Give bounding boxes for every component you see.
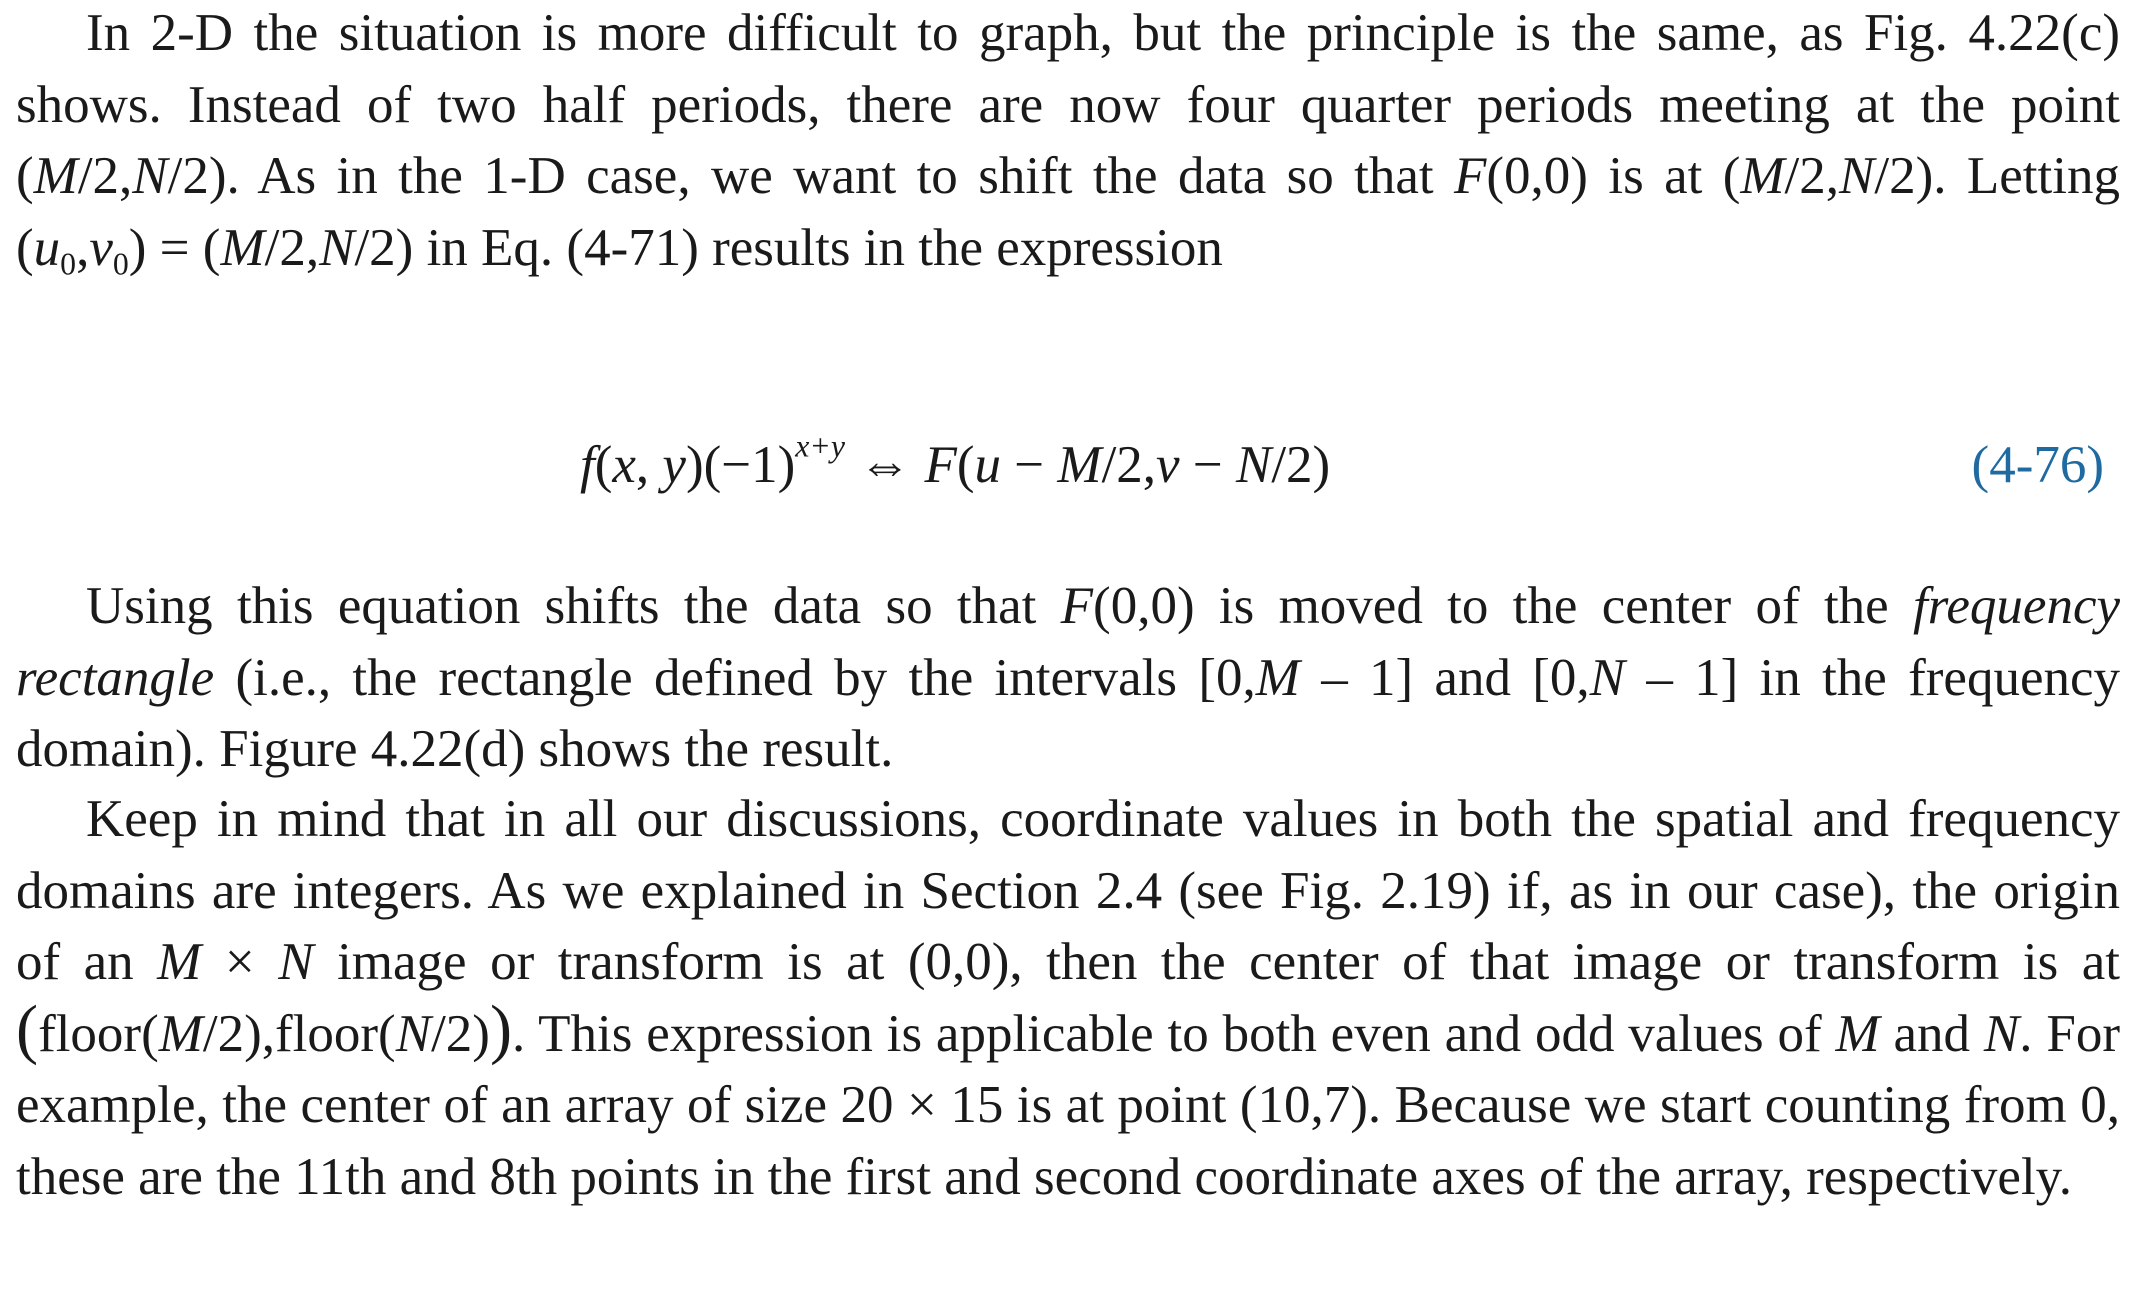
math-var: M bbox=[33, 147, 78, 205]
text: . This expression is applicable to both even and odd values of bbox=[512, 1004, 1836, 1063]
exponent bbox=[795, 429, 845, 464]
math-var: u bbox=[974, 436, 1002, 494]
math-text: ( bbox=[594, 436, 613, 494]
paragraph-3 bbox=[16, 784, 2120, 1213]
math-var: M bbox=[157, 933, 202, 991]
math-var: N bbox=[278, 933, 314, 991]
text: (0,0) is moved to the center of the bbox=[1093, 577, 1914, 635]
paragraph-2 bbox=[16, 571, 2120, 786]
math-var: x+y bbox=[795, 428, 845, 464]
text: /2). Letting ( bbox=[16, 147, 2120, 277]
text: . For example, the center of an array of size 20 × 15 is at point (10,7). Because we start counting from 0, these are the 11th and 8th points in the first and second coordinate axes of the array, respectively. bbox=[16, 1004, 2120, 1206]
display-equation bbox=[0, 425, 2136, 505]
math-text: /2) bbox=[1271, 436, 1331, 494]
math-text: − bbox=[1179, 436, 1236, 494]
math-var: M bbox=[158, 1004, 203, 1063]
left-paren: ( bbox=[16, 992, 39, 1066]
text: × bbox=[201, 933, 279, 991]
math-var: N bbox=[395, 1004, 432, 1063]
math-var: v bbox=[89, 218, 113, 277]
text: (i.e., the rectangle defined by the intervals [0, bbox=[214, 648, 1256, 707]
emphasized-term: frequency rectangle bbox=[16, 577, 2120, 707]
equation-body bbox=[580, 425, 1330, 505]
text: floor( bbox=[38, 1004, 159, 1063]
paragraph-1 bbox=[16, 0, 2120, 284]
math-var: v bbox=[1156, 436, 1180, 494]
math-text: − bbox=[1001, 436, 1058, 494]
text: /2, bbox=[264, 218, 320, 277]
math-var: x bbox=[612, 436, 636, 494]
math-var: M bbox=[1835, 1004, 1880, 1063]
text: Using this equation shifts the data so that bbox=[86, 577, 1061, 635]
math-text: ( bbox=[956, 436, 975, 494]
text: /2). As in the 1-D case, we want to shift the data so that bbox=[167, 147, 1455, 205]
math-text: )(−1) bbox=[685, 436, 796, 494]
text: – 1] in the frequency domain). Figure 4.22(d) shows the result. bbox=[16, 648, 2120, 778]
subscript: 0 bbox=[112, 246, 129, 282]
text: /2),floor( bbox=[202, 1004, 396, 1063]
text: /2) in Eq. (4-71) results in the expression bbox=[354, 218, 1223, 277]
text: In 2-D the situation is more difficult to graph, but the principle is the same, as Fig. 4.22(c) shows. Instead of two half periods, there are now four quarter periods meeting at the point ( bbox=[16, 4, 2120, 205]
text: and bbox=[1879, 1004, 1984, 1063]
equivalence-symbol: ⇔ bbox=[844, 436, 925, 494]
text: /2, bbox=[77, 147, 133, 205]
equation-number: (4-76) bbox=[1971, 436, 2104, 494]
math-var: M bbox=[1255, 648, 1300, 707]
text: ) = ( bbox=[128, 218, 221, 277]
text: (0,0) is at ( bbox=[1486, 147, 1741, 205]
math-var: F bbox=[1060, 577, 1094, 635]
math-var: f bbox=[580, 436, 595, 494]
math-var: N bbox=[1839, 147, 1875, 205]
text: , bbox=[76, 218, 90, 277]
math-var: N bbox=[1235, 436, 1272, 494]
math-var: u bbox=[33, 218, 61, 277]
math-var: F bbox=[924, 436, 957, 494]
text: – 1] and [0, bbox=[1299, 648, 1590, 707]
math-var: N bbox=[1589, 648, 1626, 707]
text: /2) bbox=[431, 1004, 490, 1063]
text: /2, bbox=[1784, 147, 1840, 205]
math-var: M bbox=[1740, 147, 1785, 205]
math-var: N bbox=[132, 147, 168, 205]
math-var: N bbox=[319, 218, 355, 277]
right-paren: ) bbox=[489, 992, 513, 1066]
math-var: M bbox=[1057, 436, 1102, 494]
math-var: y bbox=[662, 436, 686, 494]
math-var: F bbox=[1454, 147, 1487, 205]
math-text: , bbox=[635, 436, 663, 494]
text: image or transform is at (0,0), then the center of that image or transform is at bbox=[313, 933, 2120, 991]
math-text: /2, bbox=[1101, 436, 1157, 494]
subscript: 0 bbox=[60, 246, 77, 282]
text: Keep in mind that in all our discussions, coordinate values in both the spatial and frequency domains are integers. As we explained in Section 2.4 (see Fig. 2.19) if, as in our case), the origin of an bbox=[16, 790, 2120, 991]
math-var: N bbox=[1983, 1004, 2020, 1063]
math-var: M bbox=[220, 218, 265, 277]
